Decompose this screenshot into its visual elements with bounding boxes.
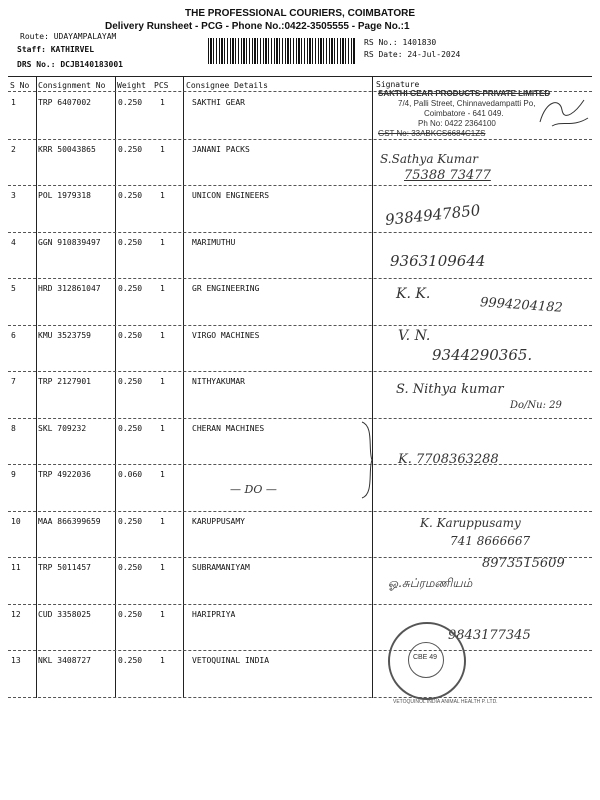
row-pcs: 1 [160, 377, 165, 386]
row-sno: 1 [11, 98, 16, 107]
row-consignment-no: NKL 3408727 [38, 656, 91, 665]
signature-row-3: 9384947850 [384, 201, 482, 229]
row-sno: 4 [11, 237, 16, 247]
row-sno: 13 [11, 656, 21, 665]
route-label: Route: UDAYAMPALAYAM [20, 32, 117, 41]
row-weight: 0.250 [118, 516, 143, 526]
row-consignment-no: HRD 312861047 [38, 284, 101, 293]
row-sno: 10 [11, 516, 21, 526]
col-header-consignee: Consignee Details [186, 81, 268, 90]
col-header-signature: Signature [376, 80, 420, 89]
row-consignment-no: TRP 4922036 [38, 470, 91, 479]
row-separator [8, 371, 592, 372]
phone-row-2: 75388 73477 [404, 168, 491, 183]
note-row-7: Do/Nu: 29 [510, 400, 562, 411]
brace-mark [358, 420, 378, 500]
seal-ring-text: VETOQUINOL INDIA ANIMAL HEALTH P. LTD. [393, 699, 498, 705]
row-sno: 7 [11, 377, 16, 386]
row-consignment-no: TRP 5011457 [38, 563, 91, 572]
row-pcs: 1 [160, 144, 165, 154]
runsheet-subtitle: Delivery Runsheet - PCG - Phone No.:0422-3505555 - Page No.:1 [105, 21, 410, 32]
seal-center-text: CBE 49 [412, 654, 438, 661]
row-sno: 6 [11, 330, 16, 340]
row-pcs: 1 [160, 237, 165, 247]
row-sno: 9 [11, 470, 16, 479]
drs-number: DRS No.: DCJB140183001 [17, 60, 123, 69]
row-sno: 2 [11, 144, 16, 154]
row-pcs: 1 [160, 330, 165, 340]
row-weight: 0.250 [118, 237, 143, 247]
row-consignment-no: KRR 50043865 [38, 144, 96, 154]
signature-row-12: 9843177345 [448, 628, 531, 643]
row-pcs: 1 [160, 656, 165, 665]
row-weight: 0.250 [118, 656, 143, 665]
col-header-weight: Weight [117, 81, 146, 90]
row-separator [8, 511, 592, 512]
row-sno: 3 [11, 191, 16, 200]
row-weight: 0.250 [118, 144, 143, 154]
row-consignee: UNICON ENGINEERS [192, 191, 270, 200]
phone-row-10: 741 8666667 [450, 534, 531, 548]
row-separator [8, 464, 592, 465]
row-weight: 0.250 [118, 98, 143, 107]
row-separator [8, 278, 592, 279]
row-weight: 0.250 [118, 284, 143, 293]
row-consignee: JANANI PACKS [192, 144, 250, 154]
stamp-line-1: SAKTHI GEAR PRODUCTS PRIVATE LIMITED [378, 89, 551, 98]
row-consignment-no: CUD 3358025 [38, 609, 91, 619]
col-divider [183, 76, 184, 698]
row-pcs: 1 [160, 423, 165, 433]
company-stamp [378, 89, 550, 139]
stamp-line-2: 7/4, Palli Street, Chinnavedampatti Po, [398, 99, 536, 108]
row-weight: 0.060 [118, 470, 143, 479]
row-pcs: 1 [160, 609, 165, 619]
signature-row-4: 9363109644 [390, 252, 486, 270]
row-pcs: 1 [160, 284, 165, 293]
col-divider [36, 76, 37, 698]
barcode [208, 38, 356, 64]
row-consignment-no: KMU 3523759 [38, 330, 91, 340]
stamp-signature [532, 92, 592, 132]
row-pcs: 1 [160, 516, 165, 526]
row-consignment-no: POL 1979318 [38, 191, 91, 200]
signature-row-2: S.Sathya Kumar [380, 152, 478, 166]
signature-row-7: S. Nithya kumar [396, 382, 504, 397]
row-sno: 11 [11, 563, 21, 572]
row-weight: 0.250 [118, 563, 143, 572]
row-weight: 0.250 [118, 191, 143, 200]
company-title: THE PROFESSIONAL COURIERS, COIMBATORE [184, 8, 416, 19]
rs-date: RS Date: 24-Jul-2024 [364, 50, 461, 59]
row-weight: 0.250 [118, 377, 143, 386]
row-sno: 8 [11, 423, 16, 433]
row-consignee: MARIMUTHU [192, 237, 236, 247]
row-consignment-no: TRP 2127901 [38, 377, 91, 386]
row-separator [8, 697, 592, 698]
row-consignee: KARUPPUSAMY [192, 516, 245, 526]
row-consignee: SAKTHI GEAR [192, 98, 245, 107]
stamp-line-3: Coimbatore - 641 049. [424, 109, 504, 118]
signature-row-5: K. K. [396, 286, 431, 302]
ditto-mark-row-9: — DO — [230, 483, 277, 496]
row-separator [8, 604, 592, 605]
row-pcs: 1 [160, 563, 165, 572]
signature-row-10: K. Karuppusamy [420, 516, 521, 530]
col-divider [115, 76, 116, 698]
col-header-consignment: Consignment No [38, 81, 106, 90]
row-separator [8, 418, 592, 419]
row-consignment-no: MAA 866399659 [38, 516, 101, 526]
signature-row-6: V. N. [398, 328, 431, 344]
row-consignee: NITHYAKUMAR [192, 377, 245, 386]
row-consignment-no: SKL 709232 [38, 423, 87, 433]
table-top-border [8, 76, 592, 77]
row-weight: 0.250 [118, 423, 143, 433]
stamp-line-4: Ph No: 0422 2364100 [418, 119, 496, 128]
row-weight: 0.250 [118, 609, 143, 619]
row-separator [8, 185, 592, 186]
row-consignee: VIRGO MACHINES [192, 330, 260, 340]
row-separator [8, 325, 592, 326]
row-pcs: 1 [160, 191, 165, 200]
staff-label: Staff: KATHIRVEL [17, 45, 95, 54]
row-sno: 12 [11, 609, 21, 619]
col-divider [372, 76, 373, 698]
rs-number: RS No.: 1401830 [364, 38, 437, 47]
row-consignment-no: GGN 910839497 [38, 237, 101, 247]
signature-row-11: ஓ.சுப்ரமணியம் [388, 576, 473, 590]
signature-row-8: K. 7708363288 [398, 452, 499, 467]
row-sno: 5 [11, 284, 16, 293]
row-pcs: 1 [160, 470, 165, 479]
phone-row-6: 9344290365. [432, 346, 533, 364]
row-consignee: VETOQUINAL INDIA [192, 656, 270, 665]
row-consignee: SUBRAMANIYAM [192, 563, 250, 572]
row-weight: 0.250 [118, 330, 143, 340]
phone-row-5: 9994204182 [479, 295, 564, 316]
row-consignment-no: TRP 6407002 [38, 98, 91, 107]
row-consignee: CHERAN MACHINES [192, 423, 265, 433]
stamp-line-5: GST No: 33ABKCS6684C1ZS [378, 129, 486, 138]
col-header-pcs: PCS [154, 81, 169, 90]
row-separator [8, 650, 592, 651]
col-header-sno: S No [10, 81, 30, 90]
row-separator [8, 232, 592, 233]
row-pcs: 1 [160, 98, 165, 107]
row-consignee: HARIPRIYA [192, 609, 236, 619]
phone-row-11: 8973515609 [482, 556, 565, 571]
row-consignee: GR ENGINEERING [192, 284, 260, 293]
